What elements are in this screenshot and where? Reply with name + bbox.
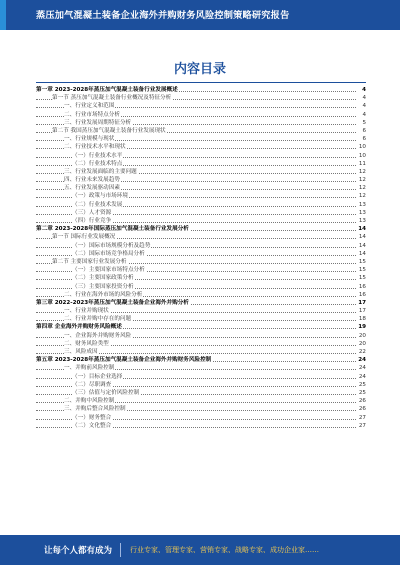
toc-entry[interactable] — [36, 274, 366, 282]
page-header — [0, 0, 400, 30]
toc-page-number: 17 — [358, 299, 366, 306]
toc-entry-text: 二、财务风险类型 — [64, 340, 109, 347]
toc-page-number: 20 — [358, 340, 366, 347]
toc-entry-text: （三）估值与定价风险控制 — [72, 389, 140, 396]
toc-entry-text: （二）尽职调查 — [72, 381, 112, 388]
toc-chapter-entry[interactable] — [36, 299, 366, 307]
toc-entry[interactable] — [36, 135, 366, 143]
toc-entry[interactable] — [36, 94, 366, 102]
toc-page-number: 25 — [358, 381, 366, 388]
toc-page-number: 26 — [358, 406, 366, 413]
toc-page-number: 14 — [358, 250, 366, 257]
report-title: 蒸压加气混凝土装备企业海外并购财务风险控制策略研究报告 — [36, 10, 290, 21]
toc-entry[interactable] — [36, 250, 366, 258]
toc-page-number: 13 — [358, 201, 366, 208]
toc-heading: 内容目录 — [173, 62, 226, 77]
toc-page-number: 6 — [362, 127, 366, 134]
toc-page-number: 12 — [358, 185, 366, 192]
toc-chapter-entry[interactable] — [36, 356, 366, 364]
toc-entry[interactable] — [36, 332, 366, 340]
toc-entry-text: 第三章 2022-2023年蒸压加气混凝土装备企业海外并购分析 — [36, 299, 189, 306]
toc-entry[interactable] — [36, 143, 366, 151]
toc-entry-text: （一）政策与市场环境 — [72, 193, 128, 200]
toc-entry[interactable] — [36, 283, 366, 291]
toc-entry-text: （二）文化整合 — [72, 422, 112, 429]
toc-entry-text: 第二章 2023-2028年国际蒸压加气混凝土装备行业发展分析 — [36, 226, 189, 233]
footer-separator — [120, 543, 121, 557]
toc-entry[interactable] — [36, 192, 366, 200]
toc-entry[interactable] — [36, 152, 366, 160]
toc-page-number: 12 — [358, 168, 366, 175]
toc-chapter-entry[interactable] — [36, 225, 366, 233]
header-accent-stripe — [0, 0, 6, 30]
toc-entry-text: 一、行业规模与现状 — [64, 136, 115, 143]
toc-page-number: 22 — [358, 349, 366, 355]
toc-page-number: 14 — [358, 234, 366, 241]
toc-page-number: 10 — [358, 144, 366, 151]
toc-entry[interactable] — [36, 217, 366, 225]
toc-entry-text: 第二节 主要国家行业发展分析 — [52, 258, 127, 265]
toc-entry[interactable] — [36, 373, 366, 381]
toc-entry-text: 一、行业定义和范围 — [64, 103, 115, 110]
toc-page-number: 12 — [358, 193, 366, 200]
toc-entry-text: 一、企业海外并购财务风险 — [64, 332, 132, 339]
toc-entry-text: （一）行业技术水平 — [72, 152, 123, 159]
toc-entry[interactable] — [36, 315, 366, 323]
toc-page-number: 11 — [358, 160, 366, 167]
toc-page-number: 24 — [358, 373, 366, 380]
toc-entry-text: 三、风险成因 — [64, 349, 98, 355]
toc-page-number: 18 — [358, 316, 366, 323]
toc-page-number: 24 — [358, 365, 366, 372]
toc-entry[interactable] — [36, 233, 366, 241]
toc-entry-text: （二）行业技术发展 — [72, 201, 123, 208]
toc-page-number: 27 — [358, 414, 366, 421]
toc-entry-text: 二、行业并购中存在的问题 — [64, 316, 132, 323]
toc-entry-text: 三、行业发展面临的主要问题 — [64, 168, 137, 175]
toc-page-number: 15 — [358, 258, 366, 265]
toc-entry-text: （二）主要国家政策分析 — [72, 275, 134, 282]
toc-entry[interactable] — [36, 348, 366, 356]
toc-page-number: 26 — [358, 398, 366, 405]
toc-entry-text: 第二节 我国蒸压加气混凝土装备行业发展现状 — [52, 127, 166, 134]
toc-page-number: 4 — [362, 111, 366, 118]
toc-page-number: 13 — [358, 218, 366, 224]
footer-slogan-left: 让每个人都有成为 — [44, 546, 113, 556]
page-footer — [0, 535, 400, 565]
toc-entry-text: 二、并购中风险控制 — [64, 398, 115, 405]
toc-page-number: 6 — [362, 136, 366, 143]
toc-page-number: 4 — [362, 95, 366, 102]
toc-page-number: 5 — [362, 119, 366, 126]
toc-chapter-entry[interactable] — [36, 323, 366, 331]
toc-page-number: 14 — [358, 226, 366, 233]
toc-page-number: 24 — [358, 357, 366, 364]
toc-entry[interactable] — [36, 127, 366, 135]
toc-entry-text: （二）行业技术特点 — [72, 160, 123, 167]
toc-page-number: 15 — [358, 275, 366, 282]
toc-entry-text: 第一节 蒸压加气混凝土装备行业概况及特征分析 — [52, 95, 172, 102]
toc-entry-text: （三）主要国家投资分析 — [72, 283, 134, 290]
toc-entry-text: （二）国际市场竞争格局分析 — [72, 250, 145, 257]
toc-entry[interactable] — [36, 168, 366, 176]
toc-page-number: 16 — [358, 291, 366, 298]
toc-entry[interactable] — [36, 119, 366, 127]
toc-entry[interactable] — [36, 340, 366, 348]
toc-entry-text: （四）行业竞争 — [72, 218, 112, 224]
toc-page-number: 16 — [358, 283, 366, 290]
toc-entry[interactable] — [36, 201, 366, 209]
toc-entry-text: 第五章 2023-2028年蒸压加气混凝土装备企业海外并购财务风险控制 — [36, 357, 212, 364]
toc-entry-text: 第一节 国际行业发展概况 — [52, 234, 116, 241]
toc-page-number: 13 — [358, 209, 366, 216]
toc-page-number: 4 — [362, 87, 366, 93]
toc-page-number: 15 — [358, 267, 366, 274]
table-of-contents — [36, 86, 366, 430]
toc-chapter-entry[interactable] — [36, 86, 366, 94]
toc-entry[interactable] — [36, 242, 366, 250]
toc-entry[interactable] — [36, 209, 366, 217]
toc-entry-text: （一）主要国家市场特点分析 — [72, 267, 145, 274]
toc-entry-text: 二、行业市场特点分析 — [64, 111, 120, 118]
toc-entry[interactable] — [36, 414, 366, 422]
toc-entry-text: （一）财务整合 — [72, 414, 112, 421]
toc-entry[interactable] — [36, 184, 366, 192]
toc-page-number: 12 — [358, 177, 366, 184]
toc-entry[interactable] — [36, 364, 366, 372]
toc-entry[interactable] — [36, 111, 366, 119]
toc-entry[interactable] — [36, 422, 366, 430]
toc-page-number: 10 — [358, 152, 366, 159]
toc-entry-text: （一）国际市场规模分析及趋势 — [72, 242, 151, 249]
toc-entry[interactable] — [36, 307, 366, 315]
toc-entry[interactable] — [36, 405, 366, 413]
toc-entry[interactable] — [36, 381, 366, 389]
toc-entry[interactable] — [36, 102, 366, 110]
toc-entry-text: 五、行业发展驱动因素 — [64, 185, 120, 192]
toc-entry[interactable] — [36, 266, 366, 274]
toc-page-number: 17 — [358, 308, 366, 315]
toc-entry-text: 四、行业未来发展趋势 — [64, 177, 120, 184]
toc-entry-text: 三、并购后整合风险控制 — [64, 406, 126, 413]
toc-entry-text: 一、并购前风险控制 — [64, 365, 115, 372]
toc-page-number: 19 — [358, 324, 366, 331]
toc-entry[interactable] — [36, 397, 366, 405]
toc-page-number: 14 — [358, 242, 366, 249]
toc-entry-text: 一、行业并购现状 — [64, 308, 109, 315]
toc-entry[interactable] — [36, 389, 366, 397]
toc-entry-text: 第四章 企业海外并购财务风险概述 — [36, 324, 122, 331]
toc-entry-text: （三）人才资源 — [72, 209, 112, 216]
toc-entry-text: 第一章 2023-2028年蒸压加气混凝土装备行业发展概述 — [36, 87, 178, 93]
toc-entry[interactable] — [36, 160, 366, 168]
toc-entry-text: （一）目标企业选择 — [72, 373, 123, 380]
toc-entry-text: 二、行业技术水平和现状 — [64, 144, 126, 151]
toc-entry-text: 二、行业在海外市场的风险分析 — [64, 291, 143, 298]
toc-page-number: 4 — [362, 103, 366, 110]
footer-slogan-right: 行业专家、管理专家、营销专家、战略专家、成功企业家…… — [130, 546, 319, 554]
toc-divider — [36, 82, 366, 83]
toc-entry-text: 三、行业发展周期特征分析 — [64, 119, 132, 126]
toc-page-number: 27 — [358, 422, 366, 429]
toc-entry[interactable] — [36, 291, 366, 299]
toc-page-number: 20 — [358, 332, 366, 339]
toc-page-number: 25 — [358, 389, 366, 396]
toc-entry[interactable] — [36, 258, 366, 266]
toc-entry[interactable] — [36, 176, 366, 184]
